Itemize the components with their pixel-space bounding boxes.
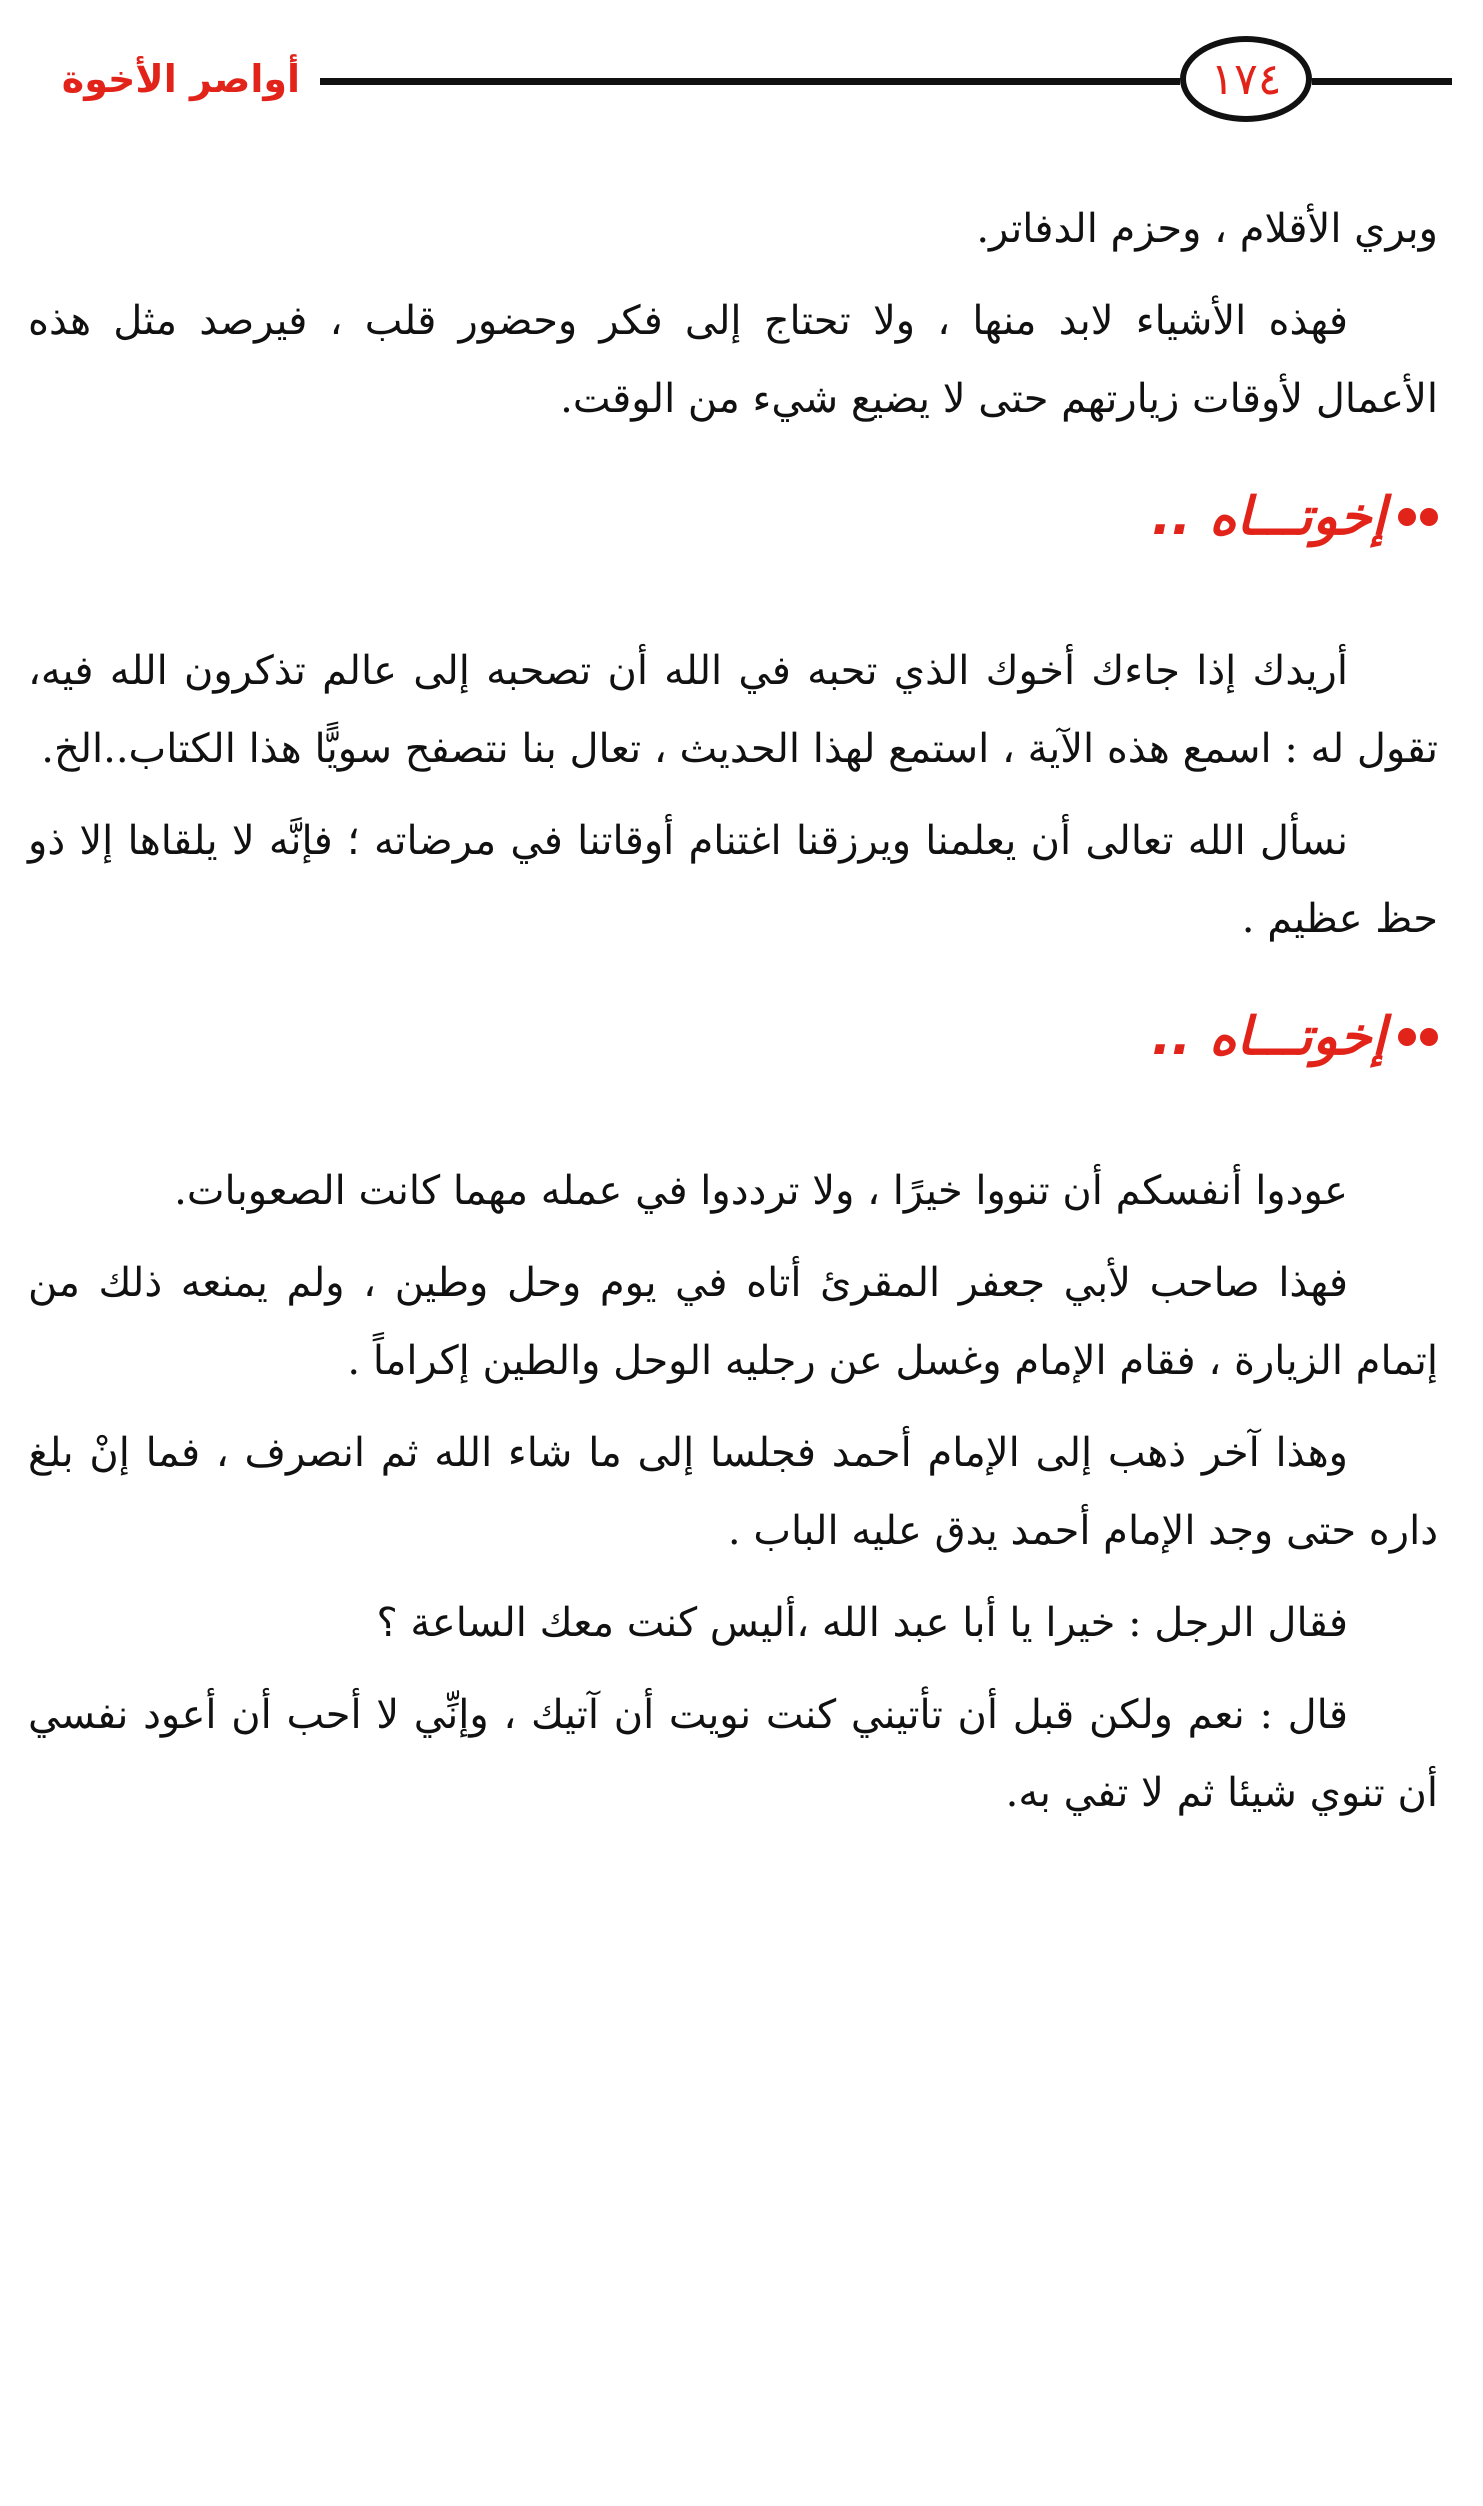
section1-paragraph-2: نسأل الله تعالى أن يعلمنا ويرزقنا اغتنام أوقاتنا في مرضاته ؛ فإنَّه لا يلقاها إلا ذو حظ عظيم . (28, 818, 1438, 942)
page-body (28, 190, 1438, 1846)
section1-paragraph-1: أريدك إذا جاءك أخوك الذي تحبه في الله أن تصحبه إلى عالم تذكرون الله فيه، تقول له : اسمع هذه الآية ، استمع لهذا الحديث ، تعال بنا نتصفح سويًّا هذا الكتاب..الخ. (28, 648, 1438, 772)
page-number: ١٧٤ (1210, 53, 1282, 105)
heading-bullet-icon (1398, 508, 1438, 526)
section-heading-text: إخوتـــاه .. (1151, 487, 1386, 547)
section-heading-text: إخوتـــاه .. (1151, 1007, 1386, 1067)
header-rule-left (320, 78, 1180, 85)
page-header (0, 0, 1483, 150)
section2-paragraph-1: عودوا أنفسكم أن تنووا خيرًا ، ولا ترددوا في عمله مهما كانت الصعوبات. (174, 1168, 1348, 1214)
paragraph-1: وبري الأقلام ، وحزم الدفاتر. (976, 206, 1438, 252)
section2-paragraph-5: قال : نعم ولكن قبل أن تأتيني كنت نويت أن آتيك ، وإنِّي لا أحب أن أعود نفسي أن تنوي شيئا ثم لا تفي به. (28, 1692, 1438, 1816)
section2-paragraph-2: فهذا صاحب لأبي جعفر المقرئ أتاه في يوم وحل وطين ، ولم يمنعه ذلك من إتمام الزيارة ، فقام الإمام وغسل عن رجليه الوحل والطين إكراماً . (28, 1260, 1438, 1384)
page-number-oval (1180, 36, 1312, 122)
section2-paragraph-4: فقال الرجل : خيرا يا أبا عبد الله ،أليس كنت معك الساعة ؟ (376, 1600, 1348, 1646)
section-heading-1 (28, 472, 1438, 562)
book-title: أواصر الأخوة (61, 57, 300, 101)
header-rule-right (1312, 78, 1452, 85)
heading-bullet-icon (1398, 1028, 1438, 1046)
section-heading-2 (28, 992, 1438, 1082)
paragraph-2: فهذه الأشياء لابد منها ، ولا تحتاج إلى فكر وحضور قلب ، فيرصد مثل هذه الأعمال لأوقات زيارتهم حتى لا يضيع شيء من الوقت. (28, 298, 1438, 422)
section2-paragraph-3: وهذا آخر ذهب إلى الإمام أحمد فجلسا إلى ما شاء الله ثم انصرف ، فما إنْ بلغ داره حتى وجد الإمام أحمد يدق عليه الباب . (28, 1430, 1438, 1554)
